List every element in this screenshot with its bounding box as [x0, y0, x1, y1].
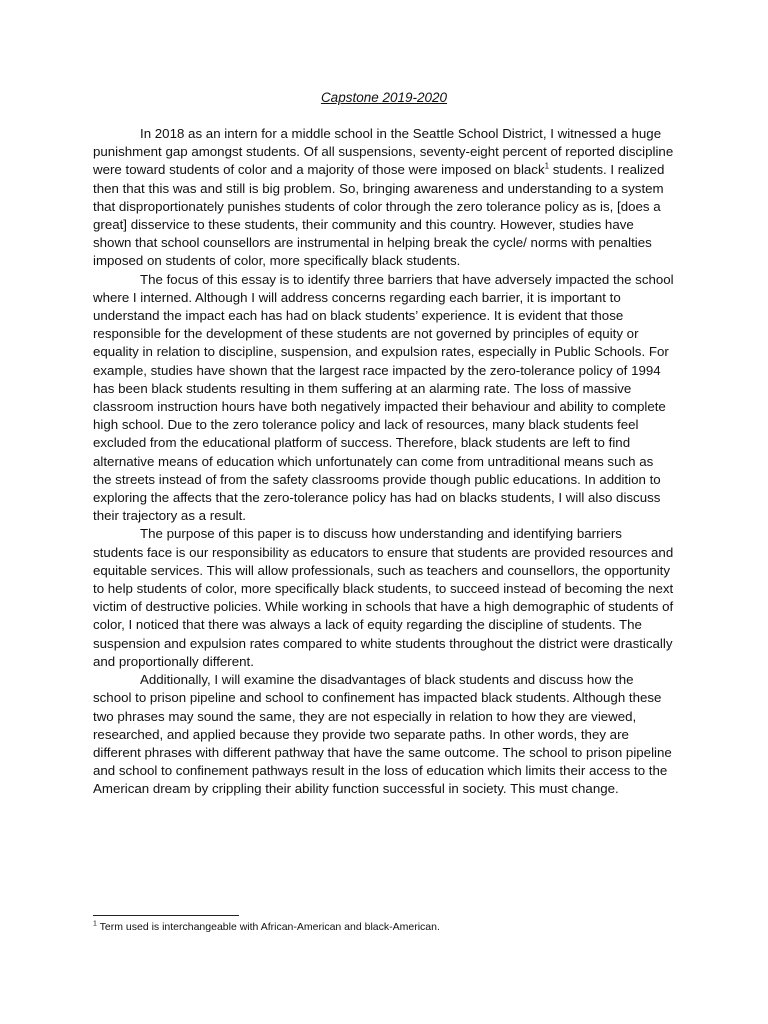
paragraph-1-text-start: In 2018 as an intern for a middle school in the Seattle School District, I witnessed a huge punishment gap amongst students. Of all suspensions, seventy-eight percent of reported discipline were toward students of color and a majority of those were imposed on black [93, 126, 674, 178]
paragraph-1-text-end: students. I realized then that this was and still is big problem. So, bringing awareness and understanding to a system that disproportionately punishes students of color through the zero tolerance policy as is, [does a great] disservice to these students, their community and this country. However, studies have shown that school counsellors are instrumental in helping break the cycle/ norms with penalties imposed on students of color, more specifically black students. [93, 162, 665, 269]
document-body [93, 125, 675, 799]
paragraph-1 [93, 125, 675, 271]
footnote [93, 920, 675, 934]
footnote-reference[interactable]: 1 [544, 161, 550, 171]
paragraph-4: Additionally, I will examine the disadvantages of black students and discuss how the school to prison pipeline and school to confinement has impacted black students. Although these two phrases may sound the same, they are not especially in relation to how they are viewed, researched, and applied because they provide two separate paths. In other words, they are different phrases with different pathway that have the same outcome. The school to prison pipeline and school to confinement pathways result in the loss of education which limits their access to the American dream by crippling their ability function successful in society. This must change. [93, 672, 672, 797]
footnote-marker: 1 [93, 920, 97, 928]
footnote-separator [93, 915, 239, 916]
paragraph-3: The purpose of this paper is to discuss how understanding and identifying barriers students face is our responsibility as educators to ensure that students are provided resources and equitable services. This will allow professionals, such as teachers and counsellors, the opportunity to help students of color, more specifically black students, to succeed instead of becoming the next victim of destructive policies. While working in schools that have a high demographic of students of color, I noticed that there was always a lack of equity regarding the discipline of students. The suspension and expulsion rates compared to white students throughout the district were drastically and proportionally different. [93, 526, 674, 669]
document-title: Capstone 2019-2020 [320, 90, 448, 105]
paragraph-2: The focus of this essay is to identify three barriers that have adversely impacted the school where I interned. Although I will address concerns regarding each barrier, it is important to understand the impact each has had on black students’ experience. It is evident that those responsible for the development of these students are not governed by principles of equity or equality in relation to discipline, suspension, and expulsion rates, especially in Public Schools. For example, studies have shown that the largest race impacted by the zero-tolerance policy of 1994 has been black students resulting in them suffering at an alarming rate. The loss of massive classroom instruction hours have both negatively impacted their behaviour and ability to complete high school. Due to the zero tolerance policy and lack of resources, many black students feel excluded from the educational platform of success. Therefore, black students are left to find alternative means of education which unfortunately can come from untraditional means such as the streets instead of from the safety classrooms provide though public educations. In addition to exploring the affects that the zero-tolerance policy has had on blacks students, I will also discuss their trajectory as a result. [93, 271, 674, 524]
footnote-text: Term used is interchangeable with African-American and black-American. [96, 921, 440, 933]
